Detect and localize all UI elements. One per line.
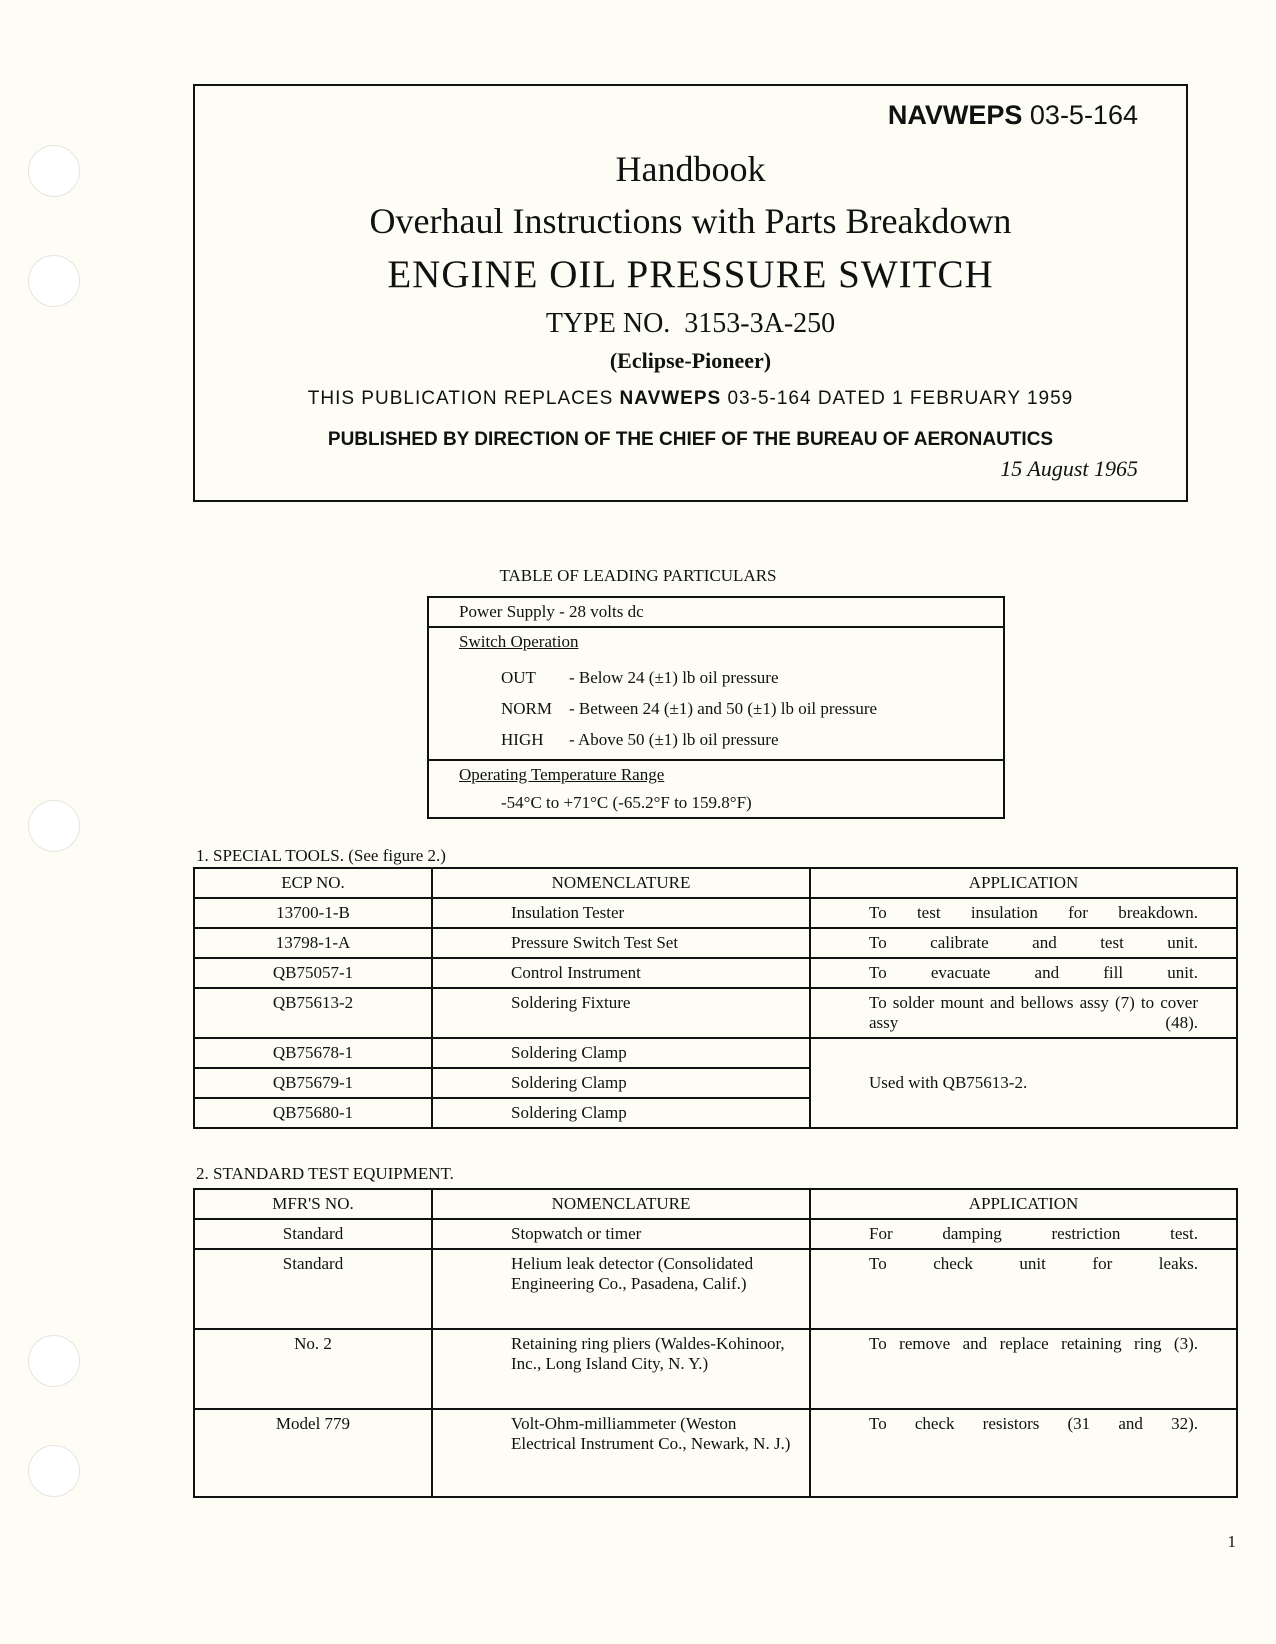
cell-text: Soldering Clamp (511, 1073, 627, 1092)
document-number (888, 100, 1138, 131)
cell-text: 13700-1-B (276, 903, 350, 922)
title-block (193, 84, 1188, 502)
application-cell (810, 1329, 1237, 1409)
cell-text: Volt-Ohm-milliammeter (Weston Electrical Instrument Co., Newark, N. J.) (511, 1414, 791, 1453)
replaces-bold: NAVWEPS (619, 388, 722, 409)
table-row (194, 898, 1237, 928)
page-number: 1 (1227, 1532, 1236, 1551)
cell-text: To evacuate and fill unit. (869, 963, 1198, 982)
table-header-row (194, 868, 1237, 898)
cell-text: Soldering Clamp (511, 1103, 627, 1122)
application-cell (810, 1409, 1237, 1497)
switch-operation-label: Switch Operation (459, 632, 579, 651)
switch-description: - Below 24 (±1) lb oil pressure (569, 668, 779, 687)
test-equipment-heading: 2. STANDARD TEST EQUIPMENT. (196, 1164, 454, 1183)
punch-hole (28, 800, 80, 852)
table-row (194, 928, 1237, 958)
nomenclature-cell (432, 1038, 810, 1068)
leading-particulars-title: TABLE OF LEADING PARTICULARS (499, 566, 777, 585)
cell-text: Model 779 (275, 1414, 351, 1433)
nomenclature-cell (432, 958, 810, 988)
punch-hole (28, 145, 80, 197)
cell-text: Helium leak detector (Consolidated Engineering Co., Pasadena, Calif.) (511, 1254, 754, 1293)
table-row (194, 958, 1237, 988)
cell-text: Retaining ring pliers (Waldes-Kohinoor, Inc., Long Island City, N. Y.) (511, 1334, 785, 1373)
application-cell (810, 898, 1237, 928)
column-header: NOMENCLATURE (432, 868, 810, 898)
nomenclature-cell (432, 1098, 810, 1128)
cell-text: Control Instrument (511, 963, 641, 982)
part-number-cell (194, 1068, 432, 1098)
doc-number-prefix: NAVWEPS (887, 100, 1023, 130)
table-row (194, 988, 1237, 1038)
switch-mode: NORM (501, 699, 553, 718)
page-title: ENGINE OIL PRESSURE SWITCH (387, 253, 994, 296)
cell-text: QB75678-1 (272, 1043, 354, 1062)
part-number-cell (194, 898, 432, 928)
replaces-prefix: THIS PUBLICATION REPLACES (307, 388, 614, 409)
part-number-cell (194, 1249, 432, 1329)
cell-text: QB75679-1 (272, 1073, 354, 1092)
cell-text: 13798-1-A (275, 933, 351, 952)
part-number-cell (194, 928, 432, 958)
punch-hole (28, 255, 80, 307)
column-header: MFR'S NO. (194, 1189, 432, 1219)
switch-mode: OUT (501, 668, 536, 687)
part-number-cell (194, 1329, 432, 1409)
cell-text: To test insulation for breakdown. (869, 903, 1198, 922)
table-header-row (194, 1189, 1237, 1219)
column-header: APPLICATION (810, 868, 1237, 898)
cell-text: To calibrate and test unit. (869, 933, 1198, 952)
cell-text: QB75680-1 (272, 1103, 354, 1122)
column-header: ECP NO. (194, 868, 432, 898)
cell-text: QB75613-2 (272, 993, 354, 1012)
cell-text: Stopwatch or timer (511, 1224, 642, 1243)
switch-operation-row (459, 693, 973, 724)
cell-text: Insulation Tester (511, 903, 625, 922)
temperature-label: Operating Temperature Range (459, 765, 665, 784)
switch-operation-row (459, 662, 973, 693)
cell-text: QB75057-1 (272, 963, 354, 982)
cell-text: Soldering Fixture (511, 993, 631, 1012)
application-cell (810, 1249, 1237, 1329)
temperature-cell (428, 760, 1004, 818)
cell-text: Standard (282, 1224, 344, 1243)
application-cell (810, 1038, 1237, 1128)
part-number-cell (194, 1098, 432, 1128)
cell-text: Soldering Clamp (511, 1043, 627, 1062)
part-number-cell (194, 988, 432, 1038)
special-tools-table (193, 867, 1238, 1129)
nomenclature-cell (432, 988, 810, 1038)
switch-operation-row (459, 724, 973, 755)
application-cell (810, 958, 1237, 988)
application-cell (810, 1219, 1237, 1249)
publication-date: 15 August 1965 (1000, 456, 1138, 481)
replaces-suffix: 03-5-164 DATED 1 FEBRUARY 1959 (727, 388, 1074, 409)
nomenclature-cell (432, 1329, 810, 1409)
test-equipment-table (193, 1188, 1238, 1498)
application-cell (810, 988, 1237, 1038)
cell-text: Standard (282, 1254, 344, 1273)
replaces-notice (195, 388, 1186, 410)
column-header: APPLICATION (810, 1189, 1237, 1219)
published-by: PUBLISHED BY DIRECTION OF THE CHIEF OF THE BUREAU OF AERONAUTICS (327, 429, 1054, 450)
switch-operation-cell (428, 627, 1004, 760)
cell-text: Used with QB75613-2. (869, 1073, 1028, 1092)
manufacturer: (Eclipse-Pioneer) (609, 348, 772, 373)
doc-number-value: 03-5-164 (1029, 100, 1138, 130)
application-cell (810, 928, 1237, 958)
nomenclature-cell (432, 898, 810, 928)
handbook-label: Handbook (615, 149, 766, 189)
table-row (194, 1249, 1237, 1329)
part-number-cell (194, 1038, 432, 1068)
cell-text: To check resistors (31 and 32). (869, 1414, 1198, 1433)
part-number-cell (194, 1409, 432, 1497)
subtitle: Overhaul Instructions with Parts Breakdown (369, 201, 1012, 241)
table-row (194, 1219, 1237, 1249)
nomenclature-cell (432, 1249, 810, 1329)
table-row (194, 1038, 1237, 1068)
special-tools-heading: 1. SPECIAL TOOLS. (See figure 2.) (196, 846, 446, 865)
table-row (194, 1409, 1237, 1497)
power-supply: Power Supply - 28 volts dc (428, 597, 1004, 627)
switch-description: - Above 50 (±1) lb oil pressure (569, 730, 779, 749)
punch-hole (28, 1335, 80, 1387)
cell-text: To check unit for leaks. (869, 1254, 1198, 1273)
switch-description: - Between 24 (±1) and 50 (±1) lb oil pressure (569, 699, 878, 718)
table-row (194, 1329, 1237, 1409)
cell-text: To remove and replace retaining ring (3). (869, 1334, 1198, 1353)
switch-mode: HIGH (501, 730, 544, 749)
type-number: TYPE NO. 3153-3A-250 (545, 308, 836, 339)
cell-text: Pressure Switch Test Set (511, 933, 679, 952)
punch-hole (28, 1445, 80, 1497)
part-number-cell (194, 958, 432, 988)
nomenclature-cell (432, 928, 810, 958)
cell-text: For damping restriction test. (869, 1224, 1198, 1243)
leading-particulars-table (427, 596, 1005, 819)
nomenclature-cell (432, 1068, 810, 1098)
temperature-value: -54°C to +71°C (-65.2°F to 159.8°F) (501, 793, 752, 812)
cell-text: No. 2 (294, 1334, 332, 1353)
cell-text: To solder mount and bellows assy (7) to cover assy (48). (869, 993, 1198, 1032)
part-number-cell (194, 1219, 432, 1249)
nomenclature-cell (432, 1219, 810, 1249)
nomenclature-cell (432, 1409, 810, 1497)
column-header: NOMENCLATURE (432, 1189, 810, 1219)
